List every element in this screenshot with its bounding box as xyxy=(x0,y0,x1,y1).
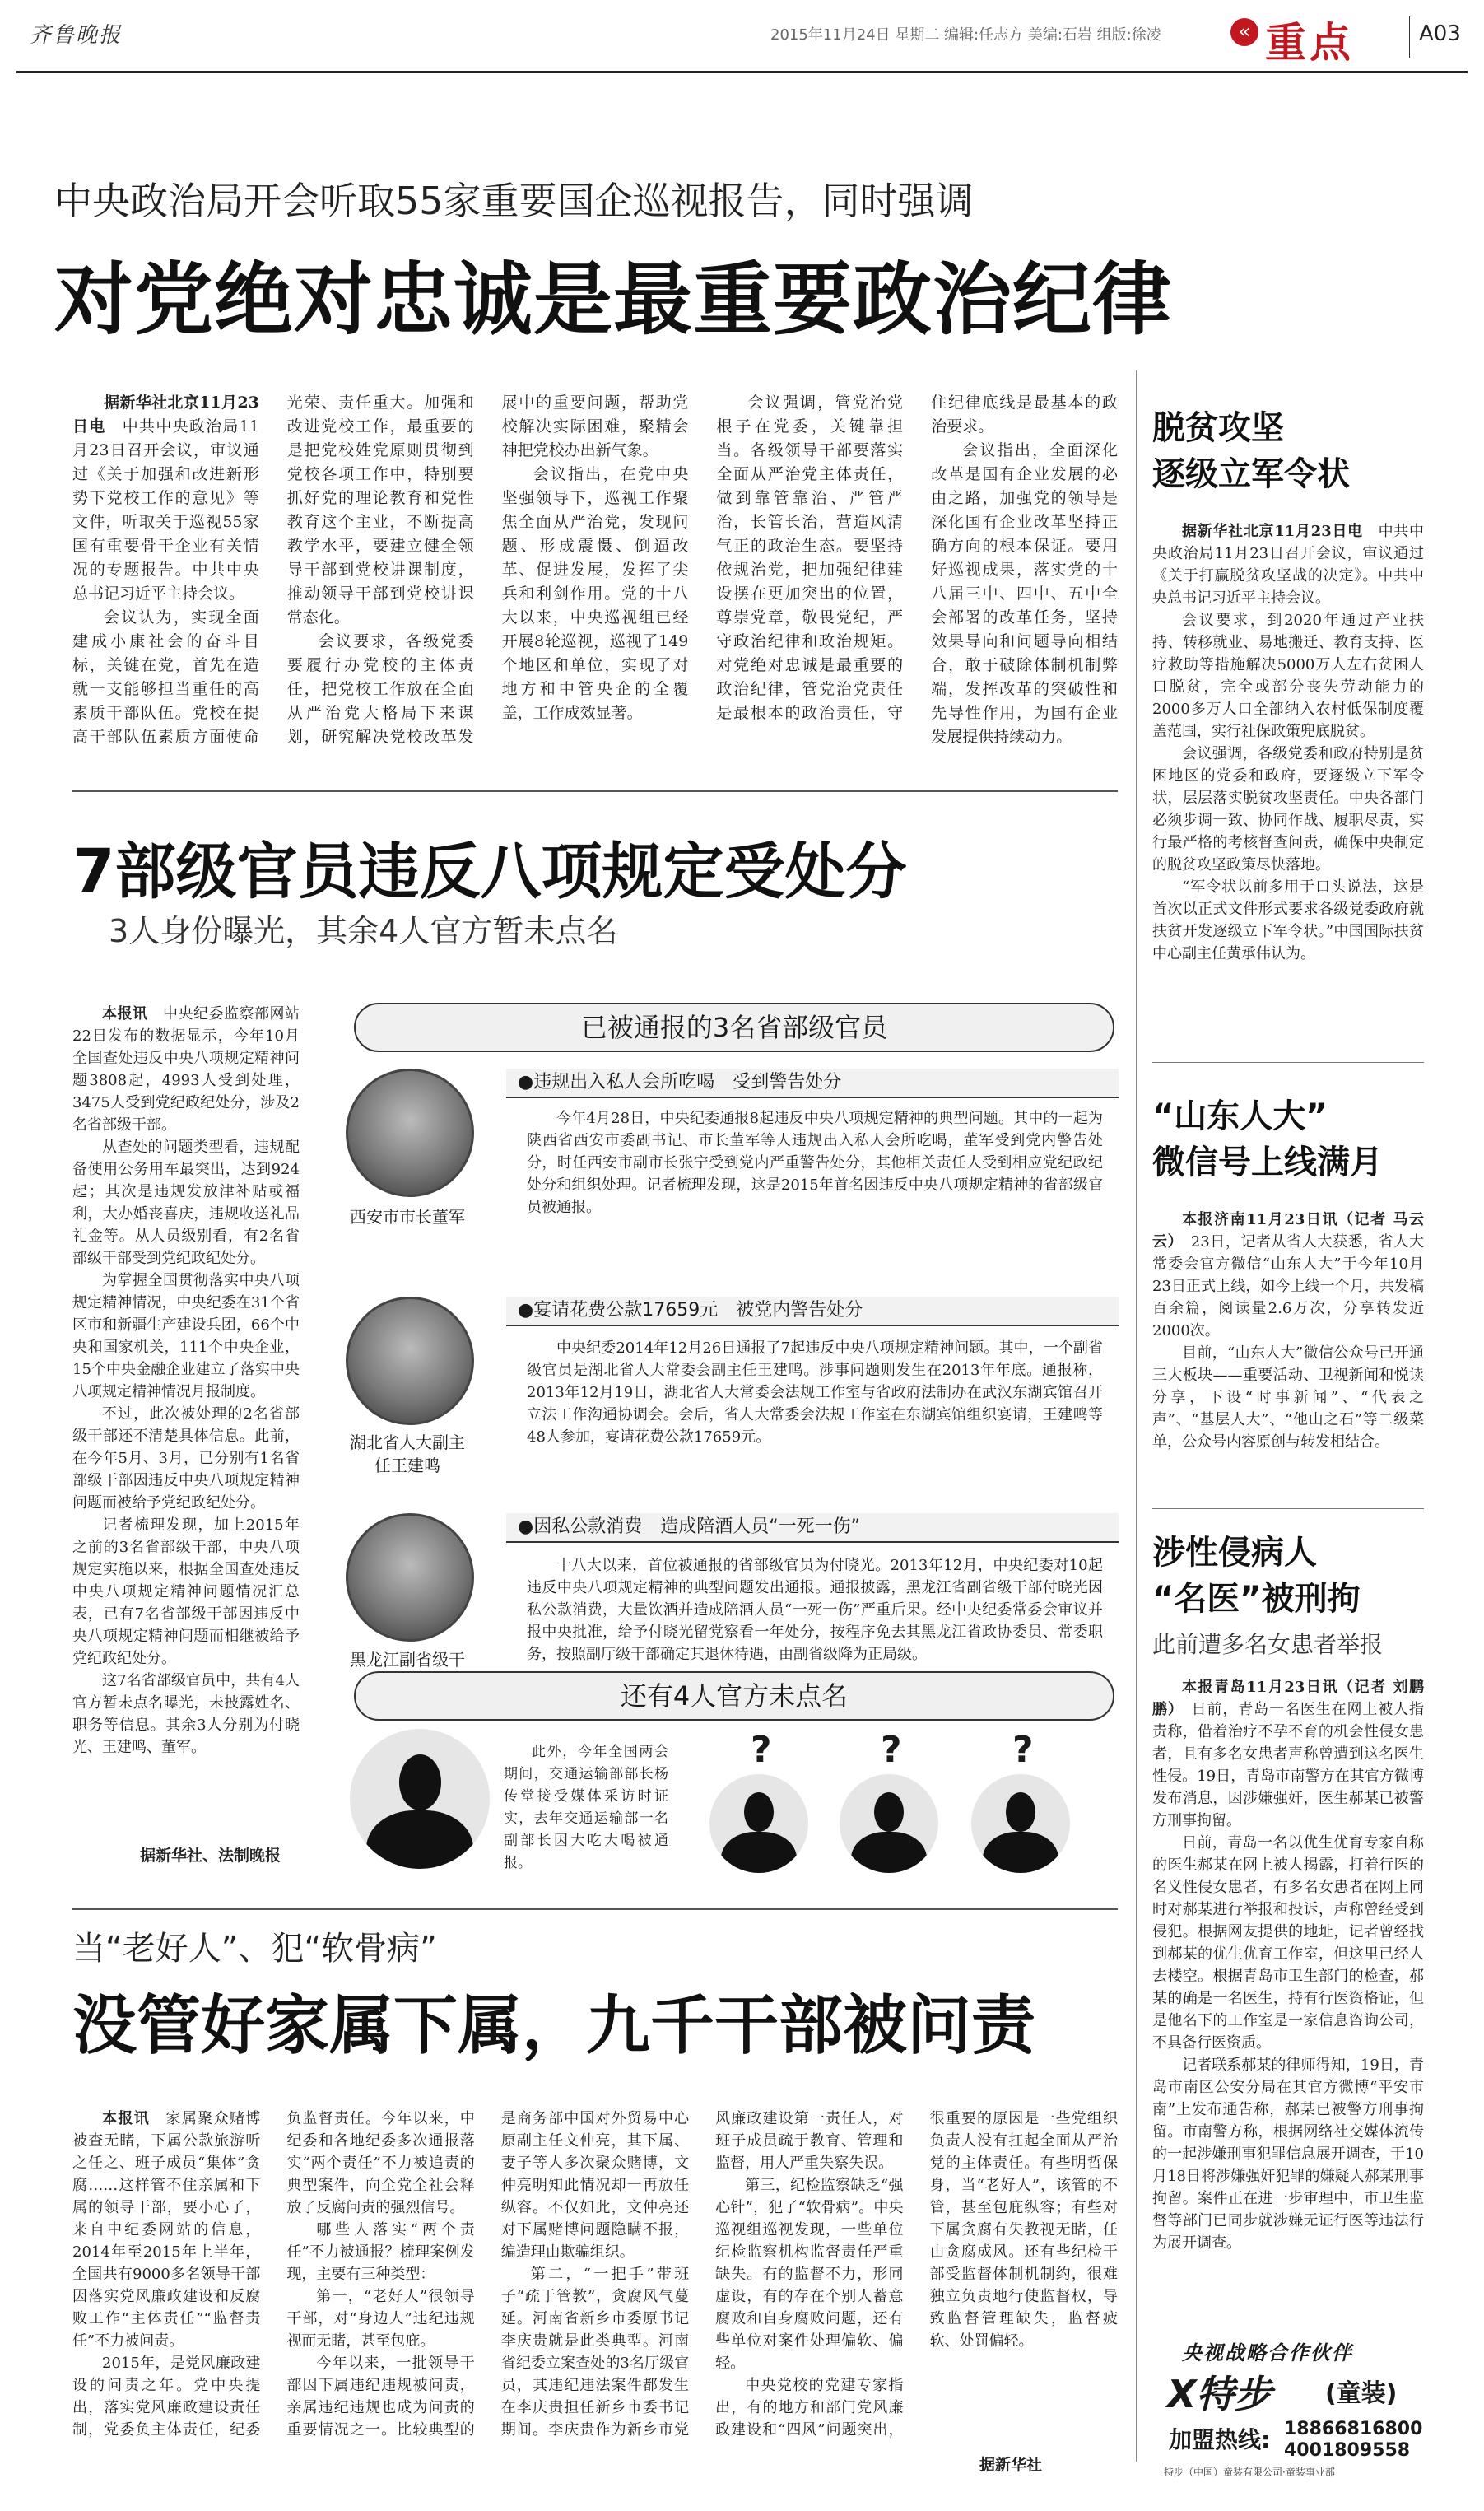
story3-paragraph: 2015年，是党风廉政建设的问责之年。党中央提出，落实党风廉政建设责任制，党委负主体责任，纪委负监督责任。今年以来，中纪委和各地纪委多次通报落实“两个责任”不力被追责的典型案件，向全党全社会释放了反腐问责的强烈信号。 xyxy=(72,2110,475,2439)
sidebar-s3-headline xyxy=(1152,1530,1361,1622)
story2-paragraph: 不过，此次被处理的2名省部级干部还不清楚具体信息。此前，在今年5月、3月，已分别有1名省部级干部因违反中央八项规定精神问题而被给予党纪政纪处分。 xyxy=(72,1405,300,1512)
story3-paragraph: 中央党校的党建专家指出，有的地方和部门党风廉政建设和“四风”问题突出，很重要的原因是一些党组织负责人没有扛起全面从严治党的主体责任。有些明哲保身，当“老好人”，该管的不管，甚至包庇纵容；有些对下属贪腐有失教视无睹，任由贪腐成风。还有些纪检干部受监督体制机制约，很难独立负责地行使监督权，导致监督管理缺失，监督疲软、处罚偏轻。 xyxy=(715,2110,1118,2439)
sidebar-s1-headline xyxy=(1152,405,1350,497)
sidebar-rule xyxy=(1152,1508,1424,1509)
story1-paragraph: 会议认为，实现全面建成小康社会的奋斗目标，关键在党，首先在造就一支能够担当重任的高素质干部队伍。党校在提高干部队伍素质方面使命光荣、责任重大。加强和改进党校工作，最重要的是把党校姓党原则贯彻到党校各项工作中，特别要抓好党的理论教育和党性教育这个主业，不断提高教学水平，要建立健全领导干部到党校讲课制度，推动领导干部到党校讲课常态化。 xyxy=(72,394,474,746)
sidebar-s3-paragraph: 记者联系郝某的律师得知，19日，青岛市南区公安分局在其官方微博“平安市南”上发布通告称，郝某已被警方刑事拘留。市南警方称，根据网络社交媒体流传的一起涉嫌刑事犯罪信息展开调查，于10月18日将涉嫌强奸犯罪的嫌疑人郝某刑事拘留。案件正在进一步审理中，市卫生监督等部门已同步就涉嫌无证行医等违法行为展开调查。 xyxy=(1152,2057,1424,2252)
story1-dateline: 据新华社北京11月23日电 xyxy=(72,394,259,436)
bullet-icon: ● xyxy=(518,1516,534,1537)
story2-paragraph: 为掌握全国贯彻落实中央八项规定精神情况，中央纪委在31个省区市和新疆生产建设兵团，66个中央和国家机关，111个中央企业，15个中央金融企业建立了落实中央八项规定精神情况月报制度。 xyxy=(72,1272,300,1400)
official-text: 十八大以来，首位被通报的省部级官员为付晓光。2013年12月，中央纪委对10起违反中央八项规定精神的典型问题发出通报。通报披露，黑龙江省副省级干部付晓光因私公款消费，大量饮酒并造成陪酒人员“一死一伤”严重后果。经中央纪委常委会审议并报中央批准，给予付晓光留党察看一年处分，按程序免去其黑龙江省政协委员、常委职务，按照副厅级干部确定其退休待遇，由副省级降为正局级。 xyxy=(527,1557,1103,1663)
official-photo xyxy=(346,1297,474,1425)
official-tag-text: 违规出入私人会所吃喝 受到警告处分 xyxy=(533,1072,842,1092)
ad-box[interactable] xyxy=(1152,2336,1424,2476)
story1-kicker: 中央政治局开会听取55家重要国企巡视报告，同时强调 xyxy=(54,179,974,223)
sidebar-s2-paragraph: 目前，“山东人大”微信公众号已开通三大板块——重要活动、卫视新闻和悦读分享，下设“时事新闻”、“代表之声”、“基层人大”、“他山之石”等二级菜单，公众号内容原创与转发相结合。 xyxy=(1152,1344,1424,1451)
ad-phone[interactable]: 18866816800 xyxy=(1284,2419,1423,2439)
sidebar-divider xyxy=(1136,370,1137,2462)
story2-source: 据新华社、法制晚报 xyxy=(140,1847,281,1865)
official-caption: 西安市市长董军 xyxy=(350,1207,465,1227)
question-mark: ? xyxy=(1012,1729,1034,1771)
story3-dateline: 本报讯 xyxy=(102,2110,151,2127)
story3-paragraph: 家属聚众赌博被查无睹，下属公款旅游听之任之、班子成员“集体”贪腐……这样管不住亲属和下属的领导干部，要小心了，来自中纪委网站的信息，2014年至2015年上半年，全国共有9000多名领导干部因落实党风廉政建设和反腐败工作“主体责任”“监督责任”不力被问责。 xyxy=(72,2110,261,2350)
question-mark: ? xyxy=(881,1729,902,1771)
sidebar-s1-paragraph: “军令状以前多用于口头说法，这是首次以正式文件形式要求各级党委政府就扶贫开发逐级立下军令状。”中国国际扶贫中心副主任黄承伟认为。 xyxy=(1152,878,1424,962)
paper-logo: 齐鲁晚报 xyxy=(30,23,123,48)
sidebar-headline-line: “山东人大” xyxy=(1152,1097,1328,1135)
issue-info: 2015年11月24日 星期二 编辑:任志方 美编:石岩 组版:徐凌 xyxy=(770,26,1161,44)
story2-body xyxy=(72,1003,300,1842)
unnamed-silhouette-icon xyxy=(840,1774,938,1873)
ad-phone[interactable]: 4001809558 xyxy=(1284,2440,1411,2461)
sidebar-s2-dateline: 本报济南11月23日讯（记者 马云云） xyxy=(1152,1211,1424,1251)
story2-subhead: 3人身份曝光，其余4人官方暂未点名 xyxy=(109,913,618,949)
sidebar-s2-paragraph: 23日，记者从省人大获悉，省人大常委会官方微信“山东人大”于今年10月23日正式上线，如今上线一个月，共发稿百余篇，阅读量2.6万次，分享转发近2000次。 xyxy=(1152,1233,1424,1339)
unnamed-silhouette-icon xyxy=(709,1774,808,1873)
official-caption: 湖北省人大副主任王建鸣 xyxy=(350,1433,465,1475)
story2-dateline: 本报讯 xyxy=(102,1005,148,1023)
sidebar-headline-line: 涉性侵病人 xyxy=(1152,1534,1317,1572)
story3-paragraph: 哪些人落实“两个责任”不力被通报？梳理案例发现，主要有三种类型： xyxy=(286,2221,475,2283)
unnamed-silhouette-icon xyxy=(350,1729,490,1869)
sidebar-s3-paragraph: 日前，青岛一名以优生优育专家自称的医生郝某在网上被人揭露，打着行医的名义性侵女患者，有多名女患者在网上同时对郝某进行举报和投诉，声称曾经受到侵犯。根据网友提供的地址，记者曾经找到郝某的优生优育工作室，但这里已经人去楼空。根据青岛市卫生部门的检查，郝某的确是一名医生，持有行医资格证，但是他名下的工作室是一家信息咨询公司，不具备行医资质。 xyxy=(1152,1834,1424,2052)
story1-headline: 对党绝对忠诚是最重要政治纪律 xyxy=(54,254,1172,346)
sidebar-s3-subhead: 此前遭多名女患者举报 xyxy=(1152,1631,1384,1658)
sidebar-headline-line: “名医”被刑拘 xyxy=(1152,1580,1361,1618)
story1-paragraph: 会议强调，管党治党根子在党委，关键靠担当。各级领导干部要落实全面从严治党主体责任，做到靠管靠治、严管严治，长管长治，营造风清气正的政治生态。要坚持依规治党，把加强纪律建设摆在更加突出的位置，尊崇党章，敬畏党纪，严守政治纪律和政治规矩。对党绝对忠诚是最重要的政治纪律，管党治党责任是最根本的政治责任，守住纪律底线是最基本的政治要求。 xyxy=(716,394,1118,722)
sidebar-s2-body xyxy=(1152,1209,1424,1480)
official-text: 中央纪委2014年12月26日通报了7起违反中央八项规定精神问题。其中，一个副省级官员是湖北省人大常委会副主任王建鸣。涉事问题则发生在2013年年底。通报称，2013年12月19日，湖北省人大常委会法规工作室与省政府法制办在武汉东湖宾馆召开立法工作沟通协调会。会后，省人大常委会法规工作室在东湖宾馆组织宴请，王建鸣等48人参加，宴请花费公款17659元。 xyxy=(527,1339,1103,1446)
ad-hotline-label: 加盟热线: xyxy=(1169,2426,1271,2453)
story2-paragraph: 中央纪委监察部网站22日发布的数据显示，今年10月全国查处违反中央八项规定精神问题3808起，4993人受到处理，3475人受到党纪政纪处分，涉及2名省部级干部。 xyxy=(72,1005,300,1134)
sidebar-headline-line: 逐级立军令状 xyxy=(1152,455,1350,493)
sidebar-s3-dateline: 本报青岛11月23日讯（记者 刘鹏鹏） xyxy=(1152,1679,1424,1718)
sidebar-s1-dateline: 据新华社北京11月23日电 xyxy=(1182,523,1363,540)
story1-paragraph: 会议要求，各级党委要履行办党校的主体责任，把党校工作放在全面从严治党大格局下来谋划，研究解决党校改革发展中的重要问题，帮助党校解决实际困难，聚精会神把党校办出新气象。 xyxy=(286,394,689,746)
sidebar-rule xyxy=(1152,1062,1424,1063)
story3-headline: 没管好家属下属，九千干部被问责 xyxy=(72,1989,1036,2063)
sidebar-s1-paragraph: 会议强调，各级党委和政府特别是贫困地区的党委和政府，要逐级立下军令状，层层落实脱贫攻坚责任。中央各部门必须步调一致、协同作战、履职尽责，实行最严格的考核督查问责，确保中央制定的脱贫攻坚政策尽快落地。 xyxy=(1152,745,1424,873)
section-name: 重点 xyxy=(1265,19,1354,67)
panel-title-unnamed: 还有4人官方未点名 xyxy=(354,1671,1114,1721)
story3-source: 据新华社 xyxy=(979,2456,1043,2474)
story2-paragraph: 从查处的问题类型看，违规配备使用公务用车最突出，达到924起；其次是违规发放津补贴或福利，大办婚丧喜庆，违规收送礼品礼金等。从人员级别看，有2名省部级干部受到党纪政纪处分。 xyxy=(72,1139,300,1267)
official-photo xyxy=(346,1069,474,1197)
story3-paragraph: 今年以来，一批领导干部因下属违纪违规被问责，亲属违纪违规也成为问责的重要情况之一。比较典型的是商务部中国对外贸易中心原副主任文仲亮，其下属、妻子等人多次聚众赌博，文仲亮明知此情况却一再放任纵容。不仅如此，文仲亮还对下属赌博问题隐瞒不报，编造理由欺骗组织。 xyxy=(286,2110,690,2439)
official-tag xyxy=(506,1297,1119,1326)
sidebar-headline-line: 脱贫攻坚 xyxy=(1152,409,1284,447)
sidebar-s2-headline xyxy=(1152,1093,1383,1186)
sidebar-s3-body xyxy=(1152,1676,1424,2318)
story3-body xyxy=(72,2108,1118,2452)
story1-body xyxy=(72,391,1118,762)
unnamed-silhouette-icon xyxy=(971,1774,1070,1873)
ad-brand-logo: X特步 xyxy=(1167,2372,1272,2416)
story1-paragraph: 会议指出，全面深化改革是国有企业发展的必由之路，加强党的领导是深化国有企业改革坚持正确方向的根本保证。要用好巡视成果，落实党的十八届三中、四中、五中全会部署的改革任务，坚持效果导向和问题导向相结合，敢于破除体制机制弊端，发挥改革的突破性和先导性作用，为国有企业发展提供持续动力。 xyxy=(931,441,1118,746)
masthead-divider xyxy=(1409,16,1410,58)
story1-paragraph: 会议指出，在党中央坚强领导下，巡视工作聚焦全面从严治党，发现问题、形成震慑、倒逼改革、促进发展，发挥了尖兵和利剑作用。党的十八大以来，中央巡视组已经开展8轮巡视，巡视了149个地区和单位，实现了对地方和中管央企的全覆盖，工作成效显著。 xyxy=(501,465,689,722)
sidebar-s3-paragraph: 日前，青岛一名医生在网上被人指责称，借着治疗不孕不育的机会性侵女患者，且有多名女患者声称曾遭到这名医生性侵。19日，青岛市南警方在其官方微博发布消息，因涉嫌强奸，医生郝某已被警方刑事拘留。 xyxy=(1152,1701,1424,1829)
story2-paragraph: 这7名省部级官员中，共有4人官方暂未点名曝光，未披露姓名、职务等信息。其余3人分别为付晓光、王建鸣、董军。 xyxy=(72,1672,300,1756)
masthead-rule xyxy=(16,71,1468,73)
story3-paragraph: 第三，纪检监察缺乏“强心针”，犯了“软骨病”。中央巡视组巡视发现，一些单位纪检监察机构监督责任严重缺失。有的监督不力，形同虚设，有的存在个别人蓄意腐败和自身腐败问题，还有些单位对案件处理偏软、偏轻。 xyxy=(715,2177,904,2372)
sidebar-headline-line: 微信号上线满月 xyxy=(1152,1144,1383,1181)
story3-kicker: 当“老好人”、犯“软骨病” xyxy=(72,1930,437,1968)
official-tag xyxy=(506,1069,1119,1098)
story2-headline: 7部级官员违反八项规定受处分 xyxy=(72,836,907,907)
sidebar-s1-paragraph: 会议要求，到2020年通过产业扶持、转移就业、易地搬迁、教育支持、医疗救助等措施解决5000万人左右贫困人口脱贫，完全或部分丧失劳动能力的2000多万人口全部纳入农村低保制度覆盖范围，实行社保政策兜底脱贫。 xyxy=(1152,612,1424,740)
story2-bottom-rule xyxy=(72,1908,1118,1910)
story2-paragraph: 记者梳理发现，加上2015年之前的3名省部级干部，中央八项规定实施以来，根据全国查处违反中央八项规定精神问题情况汇总表，已有7名省部级干部因违反中央八项规定精神问题而相继被给予党纪政纪处分。 xyxy=(72,1516,300,1667)
unnamed-text: 此外，今年全国两会期间，交通运输部部长杨传堂接受媒体采访时证实，去年交通运输部一名副部长因大吃大喝被通报。 xyxy=(504,1744,668,1871)
official-caption: 黑龙江副省级干 xyxy=(350,1650,465,1670)
question-mark: ? xyxy=(751,1729,772,1771)
story1-paragraph: 中共中央政治局11月23日召开会议，审议通过《关于加强和改进新形势下党校工作的意见》等文件，听取关于巡视55家国有重要骨干企业有关情况的专题报告。中共中央总书记习近平主持会议。 xyxy=(72,417,259,603)
bullet-icon: ● xyxy=(518,1072,534,1092)
story3-paragraph: 第二，“一把手”带班子“疏于管教”，贪腐风气蔓延。河南省新乡市委原书记李庆贵就是此类典型。河南省纪委立案查处的3名厅级官员，其违纪违法案件都发生在李庆贵担任新乡市委书记期间。李庆贵作为新乡市党风廉政建设第一责任人，对班子成员疏于教育、管理和监督，用人严重失察失误。 xyxy=(500,2110,904,2439)
official-tag xyxy=(506,1513,1119,1543)
official-tag-text: 因私公款消费 造成陪酒人员“一死一伤” xyxy=(533,1516,860,1537)
official-tag-text: 宴请花费公款17659元 被党内警告处分 xyxy=(533,1300,863,1321)
bullet-icon: ● xyxy=(518,1300,534,1321)
ad-tagline: 央视战略合作伙伴 xyxy=(1182,2341,1353,2364)
page-number: A03 xyxy=(1419,21,1461,46)
panel-title-named: 已被通报的3名省部级官员 xyxy=(354,1003,1114,1052)
story3-paragraph: 第一，“老好人”很领导干部，对“身边人”违纪违规视而无睹，甚至包庇。 xyxy=(286,2288,475,2350)
official-photo xyxy=(346,1513,474,1642)
ad-company: 特步（中国）童装有限公司·童装事业部 xyxy=(1164,2467,1335,2478)
official-text: 今年4月28日，中央纪委通报8起违反中央八项规定精神的典型问题。其中的一起为陕西省西安市委副书记、市长董军等人违规出入私人会所吃喝，董军受到党内警告处分，时任西安市副市长张宁受到党内严重警告处分，其他相关责任人受到相应党纪政纪处分和组织处理。记者梳理发现，这是2015年首名因违反中央八项规定精神的省部级官员被通报。 xyxy=(527,1110,1103,1216)
sidebar-s1-paragraph: 中共中央政治局11月23日召开会议，审议通过《关于打赢脱贫攻坚战的决定》。中共中央总书记习近平主持会议。 xyxy=(1152,523,1424,607)
story1-bottom-rule xyxy=(72,790,1118,792)
sidebar-s1-body xyxy=(1152,520,1424,1047)
section-arrow-icon: « xyxy=(1230,18,1258,46)
ad-brand-sub: (童装) xyxy=(1325,2379,1398,2408)
